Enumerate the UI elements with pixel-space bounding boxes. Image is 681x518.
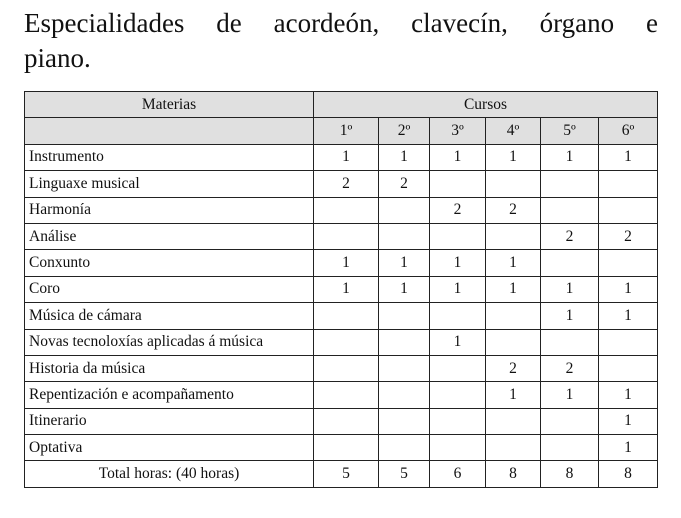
- heading-line-2: piano.: [24, 43, 91, 73]
- course-hours-table: [24, 91, 658, 488]
- table-row: [25, 276, 658, 302]
- hours-cell: [486, 223, 541, 249]
- hours-cell: 1: [599, 435, 658, 461]
- hours-cell: [486, 435, 541, 461]
- hours-cell: 1: [486, 382, 541, 408]
- course-header-4: 4º: [486, 118, 541, 144]
- subject-cell: Harmonía: [25, 197, 314, 223]
- hours-cell: [541, 329, 599, 355]
- hours-cell: 1: [486, 144, 541, 170]
- hours-cell: [314, 223, 379, 249]
- hours-cell: [379, 303, 430, 329]
- course-header-5: 5º: [541, 118, 599, 144]
- hours-cell: 1: [599, 276, 658, 302]
- hours-cell: [486, 329, 541, 355]
- hours-cell: [314, 355, 379, 381]
- hours-cell: 1: [599, 382, 658, 408]
- table-row: [25, 250, 658, 276]
- hours-cell: [314, 382, 379, 408]
- table-row: [25, 171, 658, 197]
- hours-cell: 2: [541, 355, 599, 381]
- heading-line-1: Especialidades de acordeón, clavecín, órgano e: [24, 8, 658, 38]
- hours-cell: 2: [379, 171, 430, 197]
- courses-column-header: Cursos: [314, 92, 658, 118]
- hours-cell: [541, 250, 599, 276]
- hours-cell: [599, 197, 658, 223]
- hours-cell: 1: [541, 303, 599, 329]
- hours-cell: [599, 171, 658, 197]
- hours-cell: 2: [314, 171, 379, 197]
- table-row: [25, 197, 658, 223]
- hours-cell: [486, 171, 541, 197]
- hours-cell: 2: [599, 223, 658, 249]
- table-row: [25, 355, 658, 381]
- hours-cell: [430, 408, 486, 434]
- hours-cell: [379, 355, 430, 381]
- hours-cell: [599, 250, 658, 276]
- hours-cell: 1: [379, 144, 430, 170]
- subject-cell: Historia da música: [25, 355, 314, 381]
- hours-cell: [430, 223, 486, 249]
- table-header-row: [25, 92, 658, 118]
- subject-cell: Música de cámara: [25, 303, 314, 329]
- table-row: [25, 144, 658, 170]
- hours-cell: [599, 355, 658, 381]
- hours-cell: [486, 303, 541, 329]
- course-numbers-row: [25, 118, 658, 144]
- hours-cell: [314, 329, 379, 355]
- hours-cell: [430, 382, 486, 408]
- hours-cell: [430, 303, 486, 329]
- subject-cell: Coro: [25, 276, 314, 302]
- hours-cell: [379, 382, 430, 408]
- hours-cell: 1: [314, 276, 379, 302]
- hours-cell: 1: [379, 250, 430, 276]
- total-hours-cell: 5: [314, 461, 379, 487]
- total-label-cell: Total horas: (40 horas): [25, 461, 314, 487]
- hours-cell: 1: [314, 250, 379, 276]
- hours-cell: 1: [599, 144, 658, 170]
- subject-cell: Análise: [25, 223, 314, 249]
- hours-cell: [379, 435, 430, 461]
- total-hours-cell: 6: [430, 461, 486, 487]
- hours-cell: [486, 408, 541, 434]
- subject-cell: Optativa: [25, 435, 314, 461]
- hours-cell: 2: [430, 197, 486, 223]
- subject-cell: Novas tecnoloxías aplicadas á música: [25, 329, 314, 355]
- subject-cell: Instrumento: [25, 144, 314, 170]
- hours-cell: 1: [379, 276, 430, 302]
- hours-cell: [314, 197, 379, 223]
- header-blank-cell: [25, 118, 314, 144]
- hours-cell: 1: [314, 144, 379, 170]
- table-row: [25, 408, 658, 434]
- hours-cell: 1: [486, 276, 541, 302]
- hours-cell: 1: [430, 144, 486, 170]
- course-header-6: 6º: [599, 118, 658, 144]
- course-header-1: 1º: [314, 118, 379, 144]
- hours-cell: [379, 223, 430, 249]
- hours-cell: 1: [599, 303, 658, 329]
- hours-cell: 1: [541, 382, 599, 408]
- hours-cell: 1: [430, 329, 486, 355]
- table-row: [25, 382, 658, 408]
- hours-cell: [430, 171, 486, 197]
- hours-cell: [541, 408, 599, 434]
- table-row: [25, 329, 658, 355]
- hours-cell: 1: [430, 250, 486, 276]
- hours-cell: [379, 408, 430, 434]
- total-hours-cell: 8: [486, 461, 541, 487]
- total-hours-cell: 8: [599, 461, 658, 487]
- subjects-column-header: Materias: [25, 92, 314, 118]
- hours-cell: [314, 435, 379, 461]
- hours-cell: 1: [541, 144, 599, 170]
- hours-cell: [379, 329, 430, 355]
- hours-cell: 1: [599, 408, 658, 434]
- hours-cell: [314, 408, 379, 434]
- hours-cell: [541, 435, 599, 461]
- total-row: [25, 461, 658, 487]
- hours-cell: 1: [541, 276, 599, 302]
- hours-cell: [430, 355, 486, 381]
- table-row: [25, 223, 658, 249]
- hours-cell: 2: [541, 223, 599, 249]
- hours-cell: [599, 329, 658, 355]
- course-header-2: 2º: [379, 118, 430, 144]
- hours-cell: 2: [486, 197, 541, 223]
- hours-cell: [541, 197, 599, 223]
- course-header-3: 3º: [430, 118, 486, 144]
- subject-cell: Conxunto: [25, 250, 314, 276]
- hours-cell: [430, 435, 486, 461]
- subject-cell: Repentización e acompañamento: [25, 382, 314, 408]
- hours-cell: [379, 197, 430, 223]
- total-hours-cell: 8: [541, 461, 599, 487]
- table-row: [25, 303, 658, 329]
- hours-cell: [314, 303, 379, 329]
- hours-cell: 1: [430, 276, 486, 302]
- section-heading: [24, 6, 658, 76]
- table-row: [25, 435, 658, 461]
- total-hours-cell: 5: [379, 461, 430, 487]
- subject-cell: Itinerario: [25, 408, 314, 434]
- subject-cell: Linguaxe musical: [25, 171, 314, 197]
- hours-cell: 1: [486, 250, 541, 276]
- hours-cell: [541, 171, 599, 197]
- hours-cell: 2: [486, 355, 541, 381]
